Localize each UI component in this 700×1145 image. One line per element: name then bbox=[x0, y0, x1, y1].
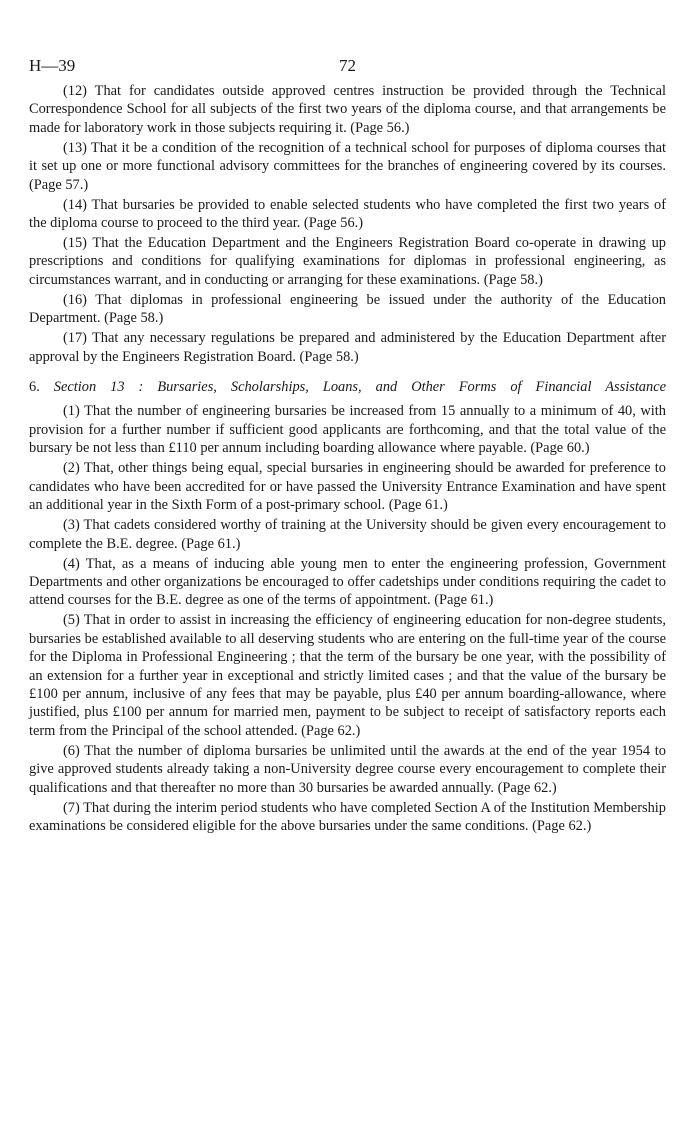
recommendation-item-12: (12) That for candidates outside approved centres instruction be provided through the Technical Correspondence School for all subjects of the first two years of the diploma course, and that arrangements be made for laboratory work in those subjects requiring it. (Page 56.) bbox=[29, 83, 666, 136]
recommendations-list-before bbox=[29, 82, 666, 366]
recommendation-item-17: (17) That any necessary regulations be prepared and administered by the Education Department after approval by the Engineers Registration Board. (Page 58.) bbox=[29, 330, 666, 365]
bursary-item-4: (4) That, as a means of inducing able young men to enter the engineering profession, Government Departments and other organizations be encouraged to offer cadetships under conditions requiring the cadet to attend courses for the B.E. degree as one of the terms of appointment. (Page 61.) bbox=[29, 555, 666, 609]
section-heading bbox=[29, 378, 666, 396]
document-reference: H—39 bbox=[29, 56, 76, 75]
recommendation-item-14: (14) That bursaries be provided to enable selected students who have completed the first two years of the diploma course to proceed to the third year. (Page 56.) bbox=[29, 196, 666, 232]
recommendation-item-15: (15) That the Education Department and the Engineers Registration Board co-operate in drawing up prescriptions and conditions for qualifying examinations for diplomas in professional engineering, as circumstances warrant, and in conducting or arranging for these examinations. (Page 58.) bbox=[29, 235, 666, 288]
document-page bbox=[29, 56, 666, 835]
bursary-item-6: (6) That the number of diploma bursaries be unlimited until the awards at the end of the year 1954 to give approved students already taking a non-University degree course every encouragement to complete their qualifications and that thereafter no more than 30 bursaries be awarded annually. (Page 62.) bbox=[29, 742, 666, 796]
section-number: 6. bbox=[29, 379, 40, 396]
recommendation-item-16: (16) That diplomas in professional engineering be issued under the authority of the Education Department. (Page 58.) bbox=[29, 291, 666, 327]
page-header bbox=[29, 56, 666, 82]
bursary-item-7: (7) That during the interim period students who have completed Section A of the Institution Membership examinations be considered eligible for the above bursaries under the same conditions. (Page 62.) bbox=[29, 799, 666, 834]
section-title: Section 13 : Bursaries, Scholarships, Loans, and Other Forms of Financial Assistance bbox=[53, 379, 666, 396]
recommendations-list-after bbox=[29, 402, 666, 835]
bursary-item-5: (5) That in order to assist in increasing the efficiency of engineering education for non-degree students, bursaries be established available to all deserving students who are entering on the full-time year of the course for the Diploma in Professional Engineering ; that the term of the bursary be one year, with the possibility of an extension for a further year in exceptional and strictly limited cases ; and that the value of the bursary be £100 per annum, inclusive of any fees that may be payable, plus £40 per annum boarding-allowance, where justified, plus £100 per annum for married men, payment to be subject to receipt of satisfactory reports each term from the Principal of the school attended. (Page 62.) bbox=[29, 612, 666, 739]
bursary-item-3: (3) That cadets considered worthy of training at the University should be given every encouragement to complete the B.E. degree. (Page 61.) bbox=[29, 517, 666, 552]
bursary-item-1: (1) That the number of engineering bursaries be increased from 15 annually to a minimum of 40, with provision for a further number if sufficient good applicants are forthcoming, and that the total value of the bursary be not less than £110 per annum including boarding allowance where payable. (Page 60.) bbox=[29, 403, 666, 457]
bursary-item-2: (2) That, other things being equal, special bursaries in engineering should be awarded for preference to candidates who have been accredited for or have passed the University Entrance Examination and have spent an additional year in the Sixth Form of a post-primary school. (Page 61.) bbox=[29, 460, 666, 514]
recommendation-item-13: (13) That it be a condition of the recognition of a technical school for purposes of diploma courses that it set up one or more functional advisory committees for the branches of engineering covered by its courses. (Page 57.) bbox=[29, 139, 666, 193]
page-number: 72 bbox=[339, 56, 356, 75]
